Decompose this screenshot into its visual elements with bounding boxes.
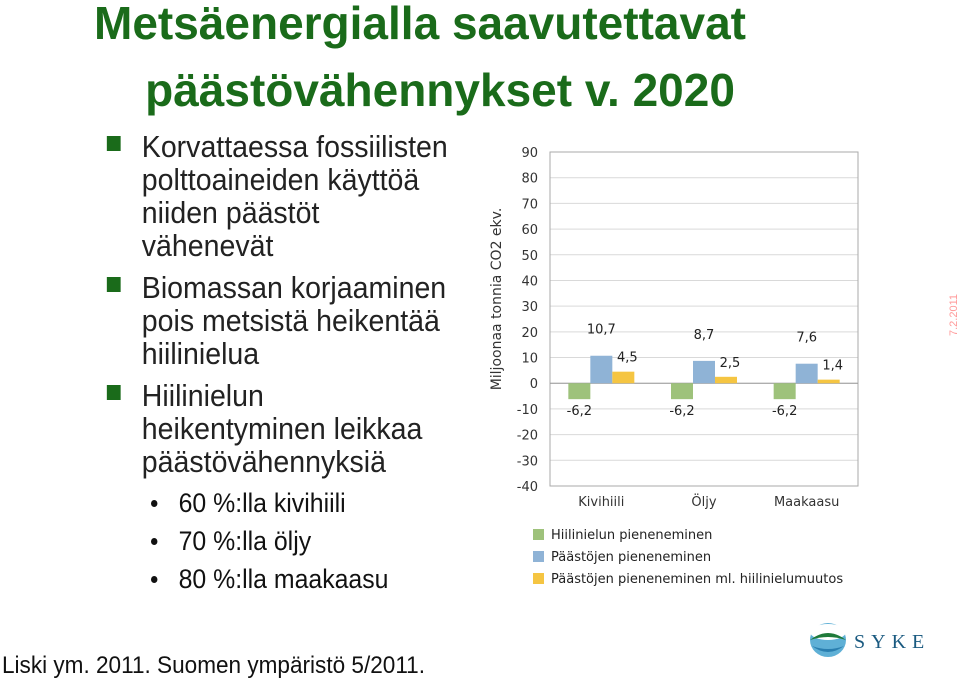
bar — [796, 364, 818, 384]
y-tick-label: 40 — [521, 274, 538, 290]
data-label: -6,2 — [669, 404, 695, 420]
bullet-item — [105, 379, 455, 478]
bullet-text: Biomassan korjaaminen pois metsistä heikentää hiilinielua — [141, 270, 447, 371]
y-tick-label: -40 — [516, 480, 538, 495]
y-tick-label: -20 — [516, 428, 538, 444]
y-tick-label: 50 — [521, 248, 538, 264]
bullet-text: Hiilinielun heikentyminen leikkaa päästövähennyksiä — [141, 378, 423, 479]
legend-swatch — [533, 529, 544, 540]
bullet-text: Korvattaessa fossiilisten polttoaineiden käyttöä niiden päästöt vähenevät — [141, 129, 448, 263]
y-tick-label: -10 — [516, 402, 538, 418]
data-label: 1,4 — [822, 358, 844, 374]
legend-swatch — [533, 573, 544, 584]
data-label: 7,6 — [796, 330, 818, 346]
data-label: 8,7 — [693, 327, 715, 343]
sub-bullet-item — [105, 563, 455, 595]
x-tick-label: Öljy — [691, 495, 717, 510]
legend-label: Päästöjen pieneneminen ml. hiilinielumuutos — [551, 572, 844, 587]
y-tick-label: 20 — [521, 325, 538, 341]
y-tick-label: 90 — [521, 146, 538, 161]
data-label: 10,7 — [586, 322, 616, 338]
x-tick-label: Maakaasu — [773, 495, 840, 510]
data-label: -6,2 — [771, 404, 798, 420]
bar — [671, 383, 693, 399]
bar — [774, 383, 796, 399]
legend-label: Hiilinielun pieneneminen — [551, 528, 713, 543]
plot-border — [550, 152, 858, 486]
logo-text: SYKE — [854, 631, 931, 653]
bar — [568, 383, 590, 399]
square-bullet-icon — [107, 136, 121, 151]
sub-bullet-text: 80 %:lla maakaasu — [178, 564, 389, 594]
emission-chart — [485, 140, 865, 600]
syke-emblem-icon — [810, 623, 846, 657]
bar — [818, 380, 840, 384]
side-date: 7.2.2011 — [948, 294, 960, 337]
y-tick-label: -30 — [516, 454, 538, 470]
square-bullet-icon — [107, 277, 121, 292]
data-label: -6,2 — [566, 404, 593, 420]
bullet-list — [105, 130, 485, 601]
sub-bullet-item — [105, 487, 455, 519]
x-tick-label: Kivihiili — [578, 495, 625, 510]
dot-bullet-icon — [151, 500, 157, 507]
bar — [590, 356, 612, 383]
sub-bullet-text: 60 %:lla kivihiili — [178, 488, 346, 518]
source-footer: Liski ym. 2011. Suomen ympäristö 5/2011. — [2, 652, 425, 679]
legend-label: Päästöjen pieneneminen — [551, 550, 712, 565]
y-tick-label: 10 — [521, 351, 538, 367]
y-tick-label: 30 — [521, 300, 538, 316]
square-bullet-icon — [107, 385, 121, 400]
dot-bullet-icon — [151, 538, 157, 545]
bullet-item — [105, 271, 455, 370]
slide-title-line2: päästövähennykset v. 2020 — [145, 64, 735, 116]
y-tick-label: 0 — [529, 377, 538, 393]
syke-logo — [808, 622, 948, 662]
bar — [715, 377, 737, 383]
bullet-item — [105, 130, 455, 262]
data-label: 4,5 — [616, 350, 638, 366]
y-axis-label: Miljoonaa tonnia CO2 ekv. — [489, 207, 505, 391]
bar — [693, 361, 715, 383]
slide-title-line1: Metsäenergialla saavutettavat — [94, 0, 746, 49]
y-tick-label: 60 — [521, 223, 538, 239]
dot-bullet-icon — [151, 576, 157, 583]
data-label: 2,5 — [719, 355, 741, 371]
bar-chart-svg — [485, 140, 865, 600]
sub-bullet-item — [105, 525, 455, 557]
y-tick-label: 70 — [521, 197, 538, 213]
sub-bullet-text: 70 %:lla öljy — [178, 526, 312, 556]
bar — [612, 372, 634, 384]
legend-swatch — [533, 551, 544, 562]
y-tick-label: 80 — [521, 171, 538, 187]
